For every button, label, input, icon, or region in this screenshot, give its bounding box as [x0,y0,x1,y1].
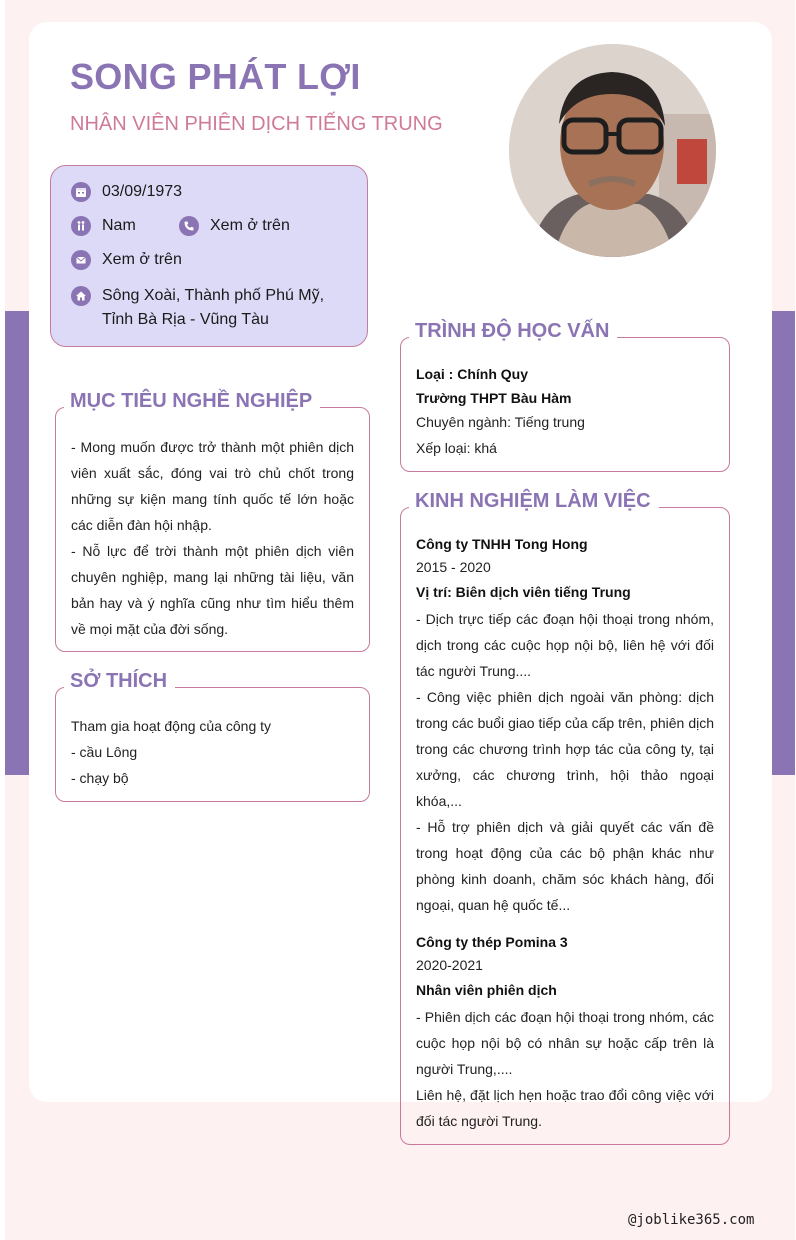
calendar-icon [71,182,91,202]
job-company: Công ty thép Pomina 3 [416,934,568,950]
objective-title: MỤC TIÊU NGHỀ NGHIỆP [64,386,320,416]
education-school: Trường THPT Bàu Hàm [416,390,572,406]
experience-section [400,490,730,1145]
education-type: Loại : Chính Quy [416,366,528,382]
job-period: 2020-2021 [416,957,483,973]
job-duty: - Phiên dịch các đoạn hội thoại trong nhóm, các cuộc họp nội bộ có nhân sự hoặc cấp trên là người Trung,.... [416,1009,714,1077]
left-accent-band [5,311,29,775]
job-duty: - Dịch trực tiếp các đoạn hội thoại trong nhóm, dịch trong các cuộc họp nội bộ, liên hệ với đối tác người Trung.... [416,611,714,679]
job-entry [416,532,714,918]
phone-row [179,216,290,236]
candidate-name: SONG PHÁT LỢI [70,56,361,97]
phone-text: Xem ở trên [210,217,290,234]
hobby-item: - cầu Lông [71,744,138,760]
education-rank: Xếp loại: khá [416,440,497,456]
dob-text: 03/09/1973 [102,183,183,200]
dob-row [71,182,182,202]
job-entry [416,930,714,1134]
job-role: Nhân viên phiên dịch [416,982,557,998]
phone-icon [179,216,199,236]
job-duty: Liên hệ, đặt lịch hẹn hoặc trao đổi công việc với đối tác người Trung. [416,1087,714,1129]
hobby-item: Tham gia hoạt động của công ty [71,718,272,734]
hobbies-title: SỞ THÍCH [64,666,175,696]
objective-section [55,390,370,652]
hobbies-section [55,670,370,802]
contact-panel [50,165,368,347]
gender-icon [71,216,91,236]
address-row [71,284,361,332]
footer-brand: @joblike365.com [628,1212,755,1228]
education-major: Chuyên ngành: Tiếng trung [416,414,585,430]
job-position: NHÂN VIÊN PHIÊN DỊCH TIẾNG TRUNG [70,113,443,135]
email-row [71,250,182,270]
education-title: TRÌNH ĐỘ HỌC VẤN [409,316,617,346]
job-duty: - Hỗ trợ phiên dịch và giải quyết các vấn đề trong hoạt động của các bộ phận khác như phòng kinh doanh, chăm sóc khách hàng, đối ngoại, quan hệ quốc tế... [416,819,714,913]
objective-paragraph-2: - Nỗ lực để trời thành một phiên dịch viên chuyên nghiệp, mang lại những tài liệu, văn bản hay và ý nghĩa cũng như tìm hiểu thêm về mọi mặt của đời sống. [71,543,354,637]
objective-paragraph-1: - Mong muốn được trở thành một phiên dịch viên xuất sắc, đóng vai trò chủ chốt trong những sự kiện mang tính quốc tế lớn hoặc các diễn đàn hội nhập. [71,439,354,533]
experience-title: KINH NGHIỆM LÀM VIỆC [409,486,659,516]
email-text: Xem ở trên [102,251,182,268]
gender-text: Nam [102,217,136,234]
gender-row [71,216,136,236]
address-line-1: Sông Xoài, Thành phố Phú Mỹ, [102,287,325,304]
home-icon [71,286,91,306]
job-duty: - Công việc phiên dịch ngoài văn phòng: dịch trong các buổi giao tiếp của cấp trên, phiên dịch trong các chương trình hợp tác của công ty, tại xưởng, các chương trình, hội thảo ngoại khóa,... [416,689,714,809]
avatar [509,44,716,257]
hobby-item: - chạy bộ [71,770,129,786]
avatar-photo [509,44,716,257]
job-period: 2015 - 2020 [416,559,491,575]
job-company: Công ty TNHH Tong Hong [416,536,588,552]
mail-icon [71,250,91,270]
job-role: Vị trí: Biên dịch viên tiếng Trung [416,584,631,600]
address-line-2: Tỉnh Bà Rịa - Vũng Tàu [102,311,269,328]
education-section [400,320,730,472]
right-accent-band [772,311,795,775]
